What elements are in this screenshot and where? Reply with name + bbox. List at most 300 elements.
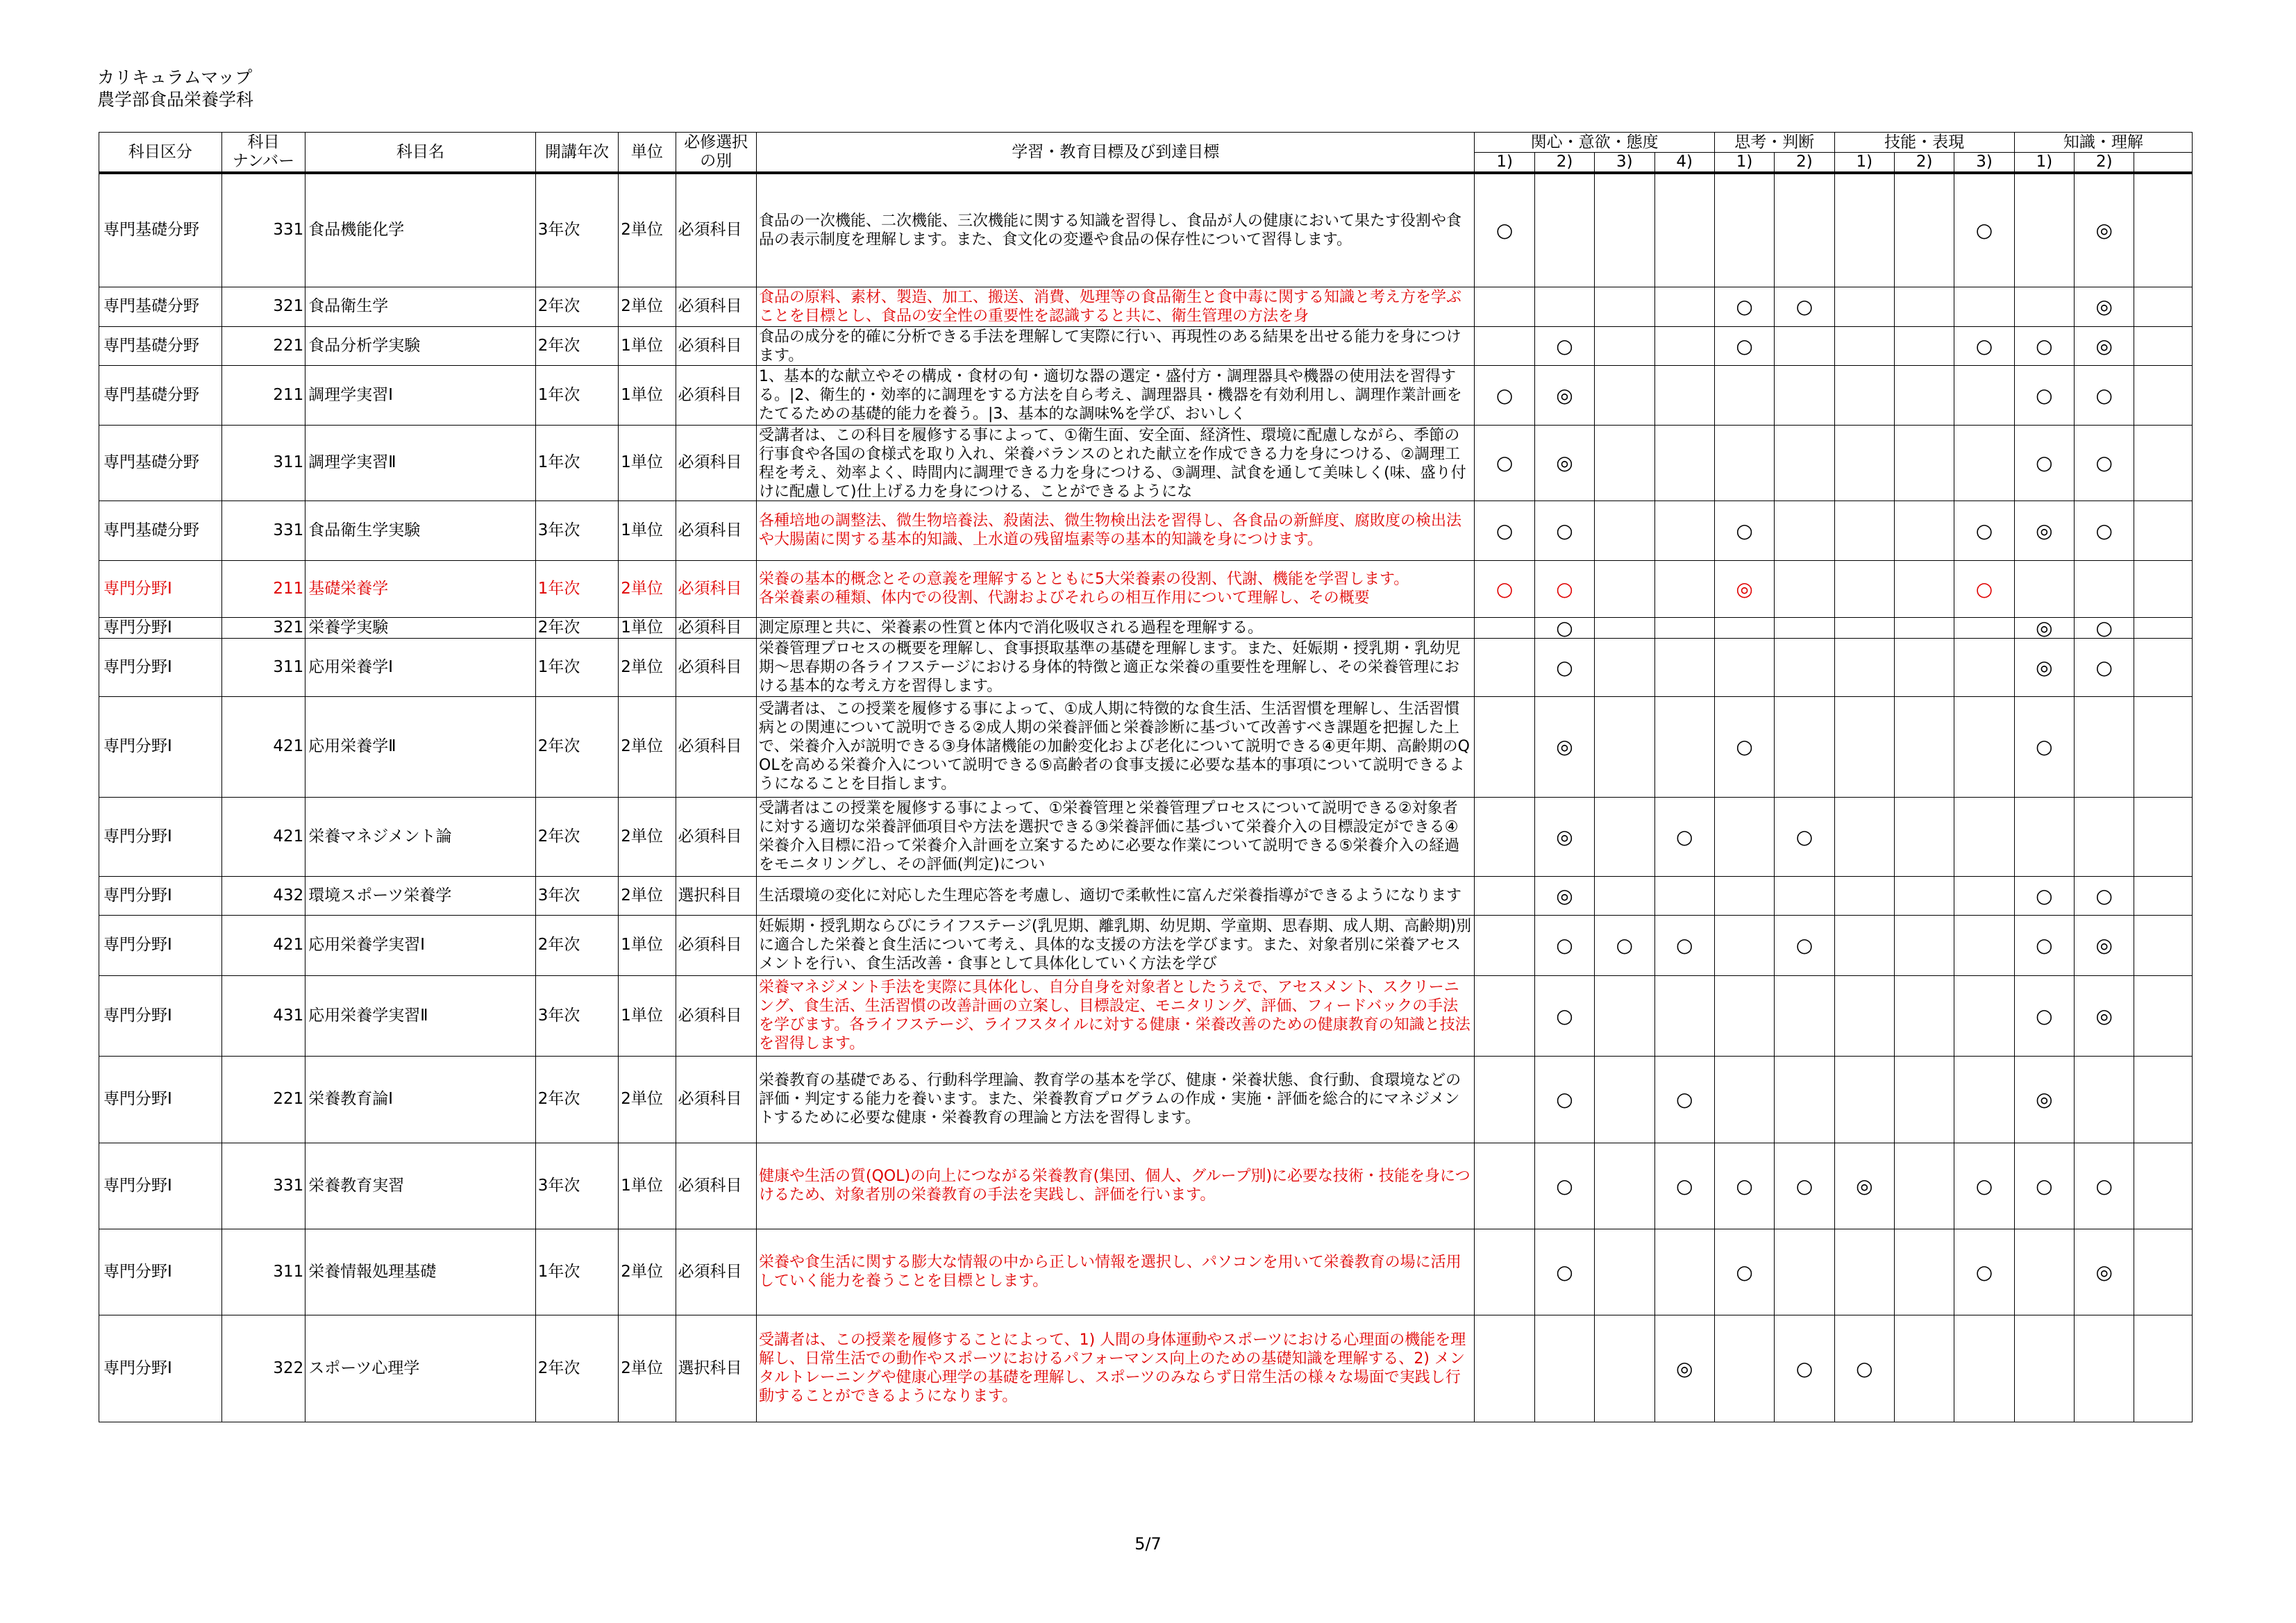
- row-mark: [2134, 797, 2193, 876]
- row-mark: ○: [1475, 501, 1534, 560]
- row-category: 専門分野Ⅰ: [99, 1056, 222, 1143]
- row-mark: ◎: [2075, 326, 2134, 365]
- row-mark: [1954, 696, 2014, 797]
- row-mark: ◎: [1534, 797, 1594, 876]
- row-mark: [1714, 797, 1774, 876]
- row-category: 専門分野Ⅰ: [99, 696, 222, 797]
- header-number-line-1: 科目: [247, 133, 280, 151]
- row-mark: [1894, 173, 1954, 287]
- table-row: [99, 975, 2193, 1056]
- row-number: 221: [221, 1056, 305, 1143]
- row-objective: [757, 696, 1475, 797]
- row-mark: [1654, 560, 1714, 617]
- row-objective-text: 受講者はこの授業を履修する事によって、①栄養管理と栄養管理プロセスについて説明できる②対象者に対する適切な栄養評価項目や方法を選択できる③栄養評価に基づいて栄養介入の目標設定ができる④栄養介入目標に沿って栄養介入計画を立案するために必要な作業について説明できる⑤栄養介入の経過をモニタリングし、その評価(判定)につい: [759, 800, 1460, 873]
- row-mark: [1834, 876, 1894, 915]
- row-mark: [1595, 696, 1654, 797]
- table-row: [99, 425, 2193, 501]
- table-row: [99, 1229, 2193, 1315]
- row-mark: ○: [1775, 797, 1834, 876]
- row-mark: ○: [1654, 797, 1714, 876]
- row-mark: [2075, 696, 2134, 797]
- header-number-line-2: ナンバー: [232, 152, 295, 170]
- table-row: [99, 326, 2193, 365]
- row-subject: 基礎栄養学: [305, 560, 535, 617]
- row-mark: [1954, 1315, 2014, 1422]
- row-mark: [2134, 638, 2193, 696]
- row-mark: ○: [1834, 1315, 1894, 1422]
- row-mark: [2134, 915, 2193, 975]
- row-mark: ◎: [2014, 501, 2074, 560]
- row-mark: [1954, 876, 2014, 915]
- row-year: 1年次: [535, 1229, 619, 1315]
- row-subject: 応用栄養学実習Ⅰ: [305, 915, 535, 975]
- header-sub-thinking-2: 2): [1775, 153, 1834, 174]
- row-mark: [1954, 975, 2014, 1056]
- row-mark: ○: [1775, 287, 1834, 326]
- row-category: 専門分野Ⅰ: [99, 915, 222, 975]
- row-mark: ◎: [2014, 638, 2074, 696]
- row-mark: [1775, 1229, 1834, 1315]
- curriculum-map-table: [99, 132, 2193, 1422]
- row-subject: 栄養情報処理基礎: [305, 1229, 535, 1315]
- row-number: 311: [221, 638, 305, 696]
- row-mark: [1834, 975, 1894, 1056]
- row-category: 専門基礎分野: [99, 425, 222, 501]
- row-mark: [1595, 326, 1654, 365]
- row-category: 専門基礎分野: [99, 365, 222, 425]
- row-objective: [757, 1143, 1475, 1229]
- row-mark: [2014, 797, 2074, 876]
- row-year: 2年次: [535, 287, 619, 326]
- row-mark: [2134, 975, 2193, 1056]
- table-row: [99, 915, 2193, 975]
- page-number: 5/7: [1134, 1534, 1162, 1554]
- row-mark: [1595, 1056, 1654, 1143]
- row-mark: ○: [1475, 425, 1534, 501]
- row-mark: [1894, 1143, 1954, 1229]
- row-mark: [1894, 365, 1954, 425]
- row-objective: [757, 915, 1475, 975]
- row-mark: ◎: [1534, 696, 1594, 797]
- row-mark: ◎: [1534, 425, 1594, 501]
- row-subject: 食品衛生学実験: [305, 501, 535, 560]
- row-mark: [1595, 617, 1654, 638]
- row-mark: [2134, 617, 2193, 638]
- row-required: 必須科目: [676, 696, 756, 797]
- row-mark: [1475, 797, 1534, 876]
- header-group-thinking: 思考・判断: [1714, 133, 1834, 153]
- row-mark: [1534, 173, 1594, 287]
- row-mark: [2014, 287, 2074, 326]
- row-mark: [2075, 1056, 2134, 1143]
- table-row: [99, 501, 2193, 560]
- row-mark: ○: [1775, 1143, 1834, 1229]
- row-objective: [757, 173, 1475, 287]
- header-required-line-1: 必修選択: [684, 133, 748, 151]
- title-line-1: カリキュラムマップ: [97, 67, 253, 87]
- row-mark: ○: [1954, 326, 2014, 365]
- row-mark: ○: [2014, 326, 2074, 365]
- row-mark: [1775, 326, 1834, 365]
- header-sub-skills-1: 1): [1834, 153, 1894, 174]
- row-mark: ○: [1534, 1056, 1594, 1143]
- row-objective: [757, 1315, 1475, 1422]
- table-row: [99, 876, 2193, 915]
- row-objective: [757, 560, 1475, 617]
- header-units: 単位: [619, 133, 676, 174]
- row-mark: [1834, 696, 1894, 797]
- row-mark: [1475, 876, 1534, 915]
- row-number: 311: [221, 1229, 305, 1315]
- row-mark: ○: [1534, 975, 1594, 1056]
- row-mark: [1595, 1315, 1654, 1422]
- row-mark: [1954, 915, 2014, 975]
- row-mark: [1894, 876, 1954, 915]
- row-mark: [1894, 975, 1954, 1056]
- row-required: 必須科目: [676, 617, 756, 638]
- row-mark: ○: [1534, 560, 1594, 617]
- row-year: 3年次: [535, 501, 619, 560]
- header-required: [676, 133, 756, 174]
- row-subject: 食品機能化学: [305, 173, 535, 287]
- row-objective-text: 受講者は、この授業を履修することによって、1) 人間の身体運動やスポーツにおける心理面の機能を理解し、日常生活での動作やスポーツにおけるパフォーマンス向上のための基礎知識を理解する、2) メンタルトレーニングや健康心理学の基礎を理解し、スポーツのみならず日常生活の様々な場面で実践し行動することができるようになります。: [759, 1331, 1466, 1405]
- row-mark: [1475, 1229, 1534, 1315]
- row-mark: [1894, 1056, 1954, 1143]
- row-subject: 栄養教育実習: [305, 1143, 535, 1229]
- row-subject: 環境スポーツ栄養学: [305, 876, 535, 915]
- row-mark: [1775, 501, 1834, 560]
- row-mark: [1714, 365, 1774, 425]
- row-mark: [1714, 173, 1774, 287]
- row-units: 2単位: [619, 1315, 676, 1422]
- row-number: 211: [221, 365, 305, 425]
- table-row: [99, 696, 2193, 797]
- row-mark: [1714, 915, 1774, 975]
- row-objective: [757, 975, 1475, 1056]
- row-units: 2単位: [619, 696, 676, 797]
- table-row: [99, 1315, 2193, 1422]
- row-units: 1単位: [619, 617, 676, 638]
- row-mark: [1954, 617, 2014, 638]
- row-mark: [1954, 638, 2014, 696]
- row-mark: ○: [2075, 501, 2134, 560]
- row-required: 必須科目: [676, 797, 756, 876]
- row-mark: [1714, 1056, 1774, 1143]
- row-mark: [1834, 617, 1894, 638]
- row-subject: 調理学実習Ⅱ: [305, 425, 535, 501]
- row-mark: ○: [1954, 173, 2014, 287]
- title-line-2: 農学部食品栄養学科: [97, 90, 254, 110]
- row-mark: [1595, 425, 1654, 501]
- row-year: 1年次: [535, 638, 619, 696]
- header-sub-skills-2: 2): [1894, 153, 1954, 174]
- row-year: 1年次: [535, 425, 619, 501]
- row-category: 専門分野Ⅰ: [99, 797, 222, 876]
- row-mark: ◎: [1534, 876, 1594, 915]
- row-objective: [757, 501, 1475, 560]
- row-mark: [1654, 425, 1714, 501]
- row-mark: [1714, 638, 1774, 696]
- row-mark: [2134, 287, 2193, 326]
- row-units: 2単位: [619, 638, 676, 696]
- row-number: 321: [221, 617, 305, 638]
- row-mark: ○: [1534, 638, 1594, 696]
- table-row: [99, 1056, 2193, 1143]
- row-mark: ◎: [2075, 287, 2134, 326]
- row-number: 221: [221, 326, 305, 365]
- row-mark: [1775, 696, 1834, 797]
- row-mark: [1714, 1315, 1774, 1422]
- table-row: [99, 638, 2193, 696]
- row-mark: [1475, 696, 1534, 797]
- row-mark: [1894, 638, 1954, 696]
- row-mark: [1595, 638, 1654, 696]
- table-row: [99, 1143, 2193, 1229]
- row-units: 2単位: [619, 560, 676, 617]
- row-mark: ○: [2014, 696, 2074, 797]
- row-number: 321: [221, 287, 305, 326]
- row-objective: [757, 1056, 1475, 1143]
- row-mark: [2075, 1315, 2134, 1422]
- row-year: 1年次: [535, 365, 619, 425]
- row-mark: [1654, 696, 1714, 797]
- row-mark: [1534, 287, 1594, 326]
- row-mark: ○: [1714, 1229, 1774, 1315]
- row-required: 必須科目: [676, 1229, 756, 1315]
- row-mark: ◎: [2075, 173, 2134, 287]
- row-year: 1年次: [535, 560, 619, 617]
- table-row: [99, 365, 2193, 425]
- row-mark: [1894, 560, 1954, 617]
- row-mark: [2134, 876, 2193, 915]
- row-subject: 応用栄養学Ⅱ: [305, 696, 535, 797]
- table-row: [99, 287, 2193, 326]
- row-category: 専門分野Ⅰ: [99, 560, 222, 617]
- row-mark: [1714, 975, 1774, 1056]
- table-row: [99, 617, 2193, 638]
- row-mark: [2134, 173, 2193, 287]
- header-number: [221, 133, 305, 174]
- row-year: 2年次: [535, 797, 619, 876]
- table-row: [99, 173, 2193, 287]
- row-mark: ○: [2014, 365, 2074, 425]
- row-mark: [1654, 326, 1714, 365]
- row-mark: ○: [2014, 1143, 2074, 1229]
- row-mark: ○: [1654, 1056, 1714, 1143]
- header-subject: 科目名: [305, 133, 535, 174]
- row-mark: [1595, 975, 1654, 1056]
- row-number: 431: [221, 975, 305, 1056]
- row-mark: [1714, 876, 1774, 915]
- row-mark: ○: [2014, 876, 2074, 915]
- row-mark: ○: [1534, 1229, 1594, 1315]
- row-mark: [1595, 1143, 1654, 1229]
- document-title: [97, 67, 253, 111]
- row-required: 必須科目: [676, 1143, 756, 1229]
- header-required-line-2: の別: [700, 152, 732, 170]
- row-mark: [1775, 617, 1834, 638]
- row-category: 専門分野Ⅰ: [99, 1229, 222, 1315]
- row-mark: ○: [1534, 617, 1594, 638]
- row-mark: [1834, 425, 1894, 501]
- row-required: 選択科目: [676, 876, 756, 915]
- row-required: 必須科目: [676, 1056, 756, 1143]
- row-mark: ○: [2014, 975, 2074, 1056]
- row-mark: [1475, 1056, 1534, 1143]
- row-mark: [1954, 287, 2014, 326]
- row-mark: ◎: [2014, 1056, 2074, 1143]
- row-mark: ○: [1714, 1143, 1774, 1229]
- row-category: 専門分野Ⅰ: [99, 617, 222, 638]
- row-number: 421: [221, 797, 305, 876]
- row-mark: ◎: [1714, 560, 1774, 617]
- row-objective: [757, 797, 1475, 876]
- row-mark: [1595, 560, 1654, 617]
- row-number: 211: [221, 560, 305, 617]
- table-row: [99, 797, 2193, 876]
- row-year: 3年次: [535, 173, 619, 287]
- row-year: 2年次: [535, 326, 619, 365]
- row-mark: ○: [2075, 617, 2134, 638]
- row-mark: ◎: [2075, 915, 2134, 975]
- row-category: 専門分野Ⅰ: [99, 876, 222, 915]
- row-mark: [2134, 501, 2193, 560]
- row-objective-text: 食品の成分を的確に分析できる手法を理解して実際に行い、再現性のある結果を出せる能力を身につけます。: [759, 328, 1461, 364]
- row-mark: [2134, 425, 2193, 501]
- row-mark: [2014, 1315, 2074, 1422]
- row-year: 2年次: [535, 1056, 619, 1143]
- header-sub-interest-1: 1): [1475, 153, 1534, 174]
- row-mark: [1894, 326, 1954, 365]
- row-required: 必須科目: [676, 501, 756, 560]
- row-objective-text: 栄養管理プロセスの概要を理解し、食事摂取基準の基礎を理解します。また、妊娠期・授乳期・乳幼児期～思春期の各ライフステージにおける身体的特徴と適正な栄養の重要性を理解し、その栄養管理における基本的な考え方を習得します。: [759, 640, 1461, 695]
- row-units: 1単位: [619, 501, 676, 560]
- row-mark: ○: [2014, 425, 2074, 501]
- row-mark: [1834, 501, 1894, 560]
- row-required: 必須科目: [676, 365, 756, 425]
- row-required: 必須科目: [676, 638, 756, 696]
- row-mark: ○: [1475, 365, 1534, 425]
- row-mark: [1954, 425, 2014, 501]
- row-mark: [1654, 173, 1714, 287]
- row-mark: [1894, 1229, 1954, 1315]
- row-mark: [1475, 287, 1534, 326]
- row-mark: ○: [1475, 173, 1534, 287]
- row-objective: [757, 425, 1475, 501]
- row-subject: 栄養教育論Ⅰ: [305, 1056, 535, 1143]
- row-units: 1単位: [619, 326, 676, 365]
- row-mark: [1894, 617, 1954, 638]
- row-mark: ◎: [1834, 1143, 1894, 1229]
- row-number: 331: [221, 173, 305, 287]
- row-category: 専門分野Ⅰ: [99, 1315, 222, 1422]
- row-mark: [1595, 797, 1654, 876]
- row-mark: ○: [1714, 326, 1774, 365]
- row-subject: 調理学実習Ⅰ: [305, 365, 535, 425]
- row-mark: [1475, 915, 1534, 975]
- row-units: 2単位: [619, 173, 676, 287]
- row-mark: [1475, 617, 1534, 638]
- row-objective-text: 食品の原料、素材、製造、加工、搬送、消費、処理等の食品衛生と食中毒に関する知識と考え方を学ぶことを目標とし、食品の安全性の重要性を認識すると共に、衛生管理の方法を身: [759, 289, 1462, 325]
- row-mark: ◎: [2075, 975, 2134, 1056]
- row-mark: ○: [1775, 1315, 1834, 1422]
- row-mark: [1894, 425, 1954, 501]
- row-mark: [1475, 975, 1534, 1056]
- row-mark: [1595, 1229, 1654, 1315]
- header-sub-interest-4: 4): [1654, 153, 1714, 174]
- row-required: 必須科目: [676, 560, 756, 617]
- row-mark: ○: [1954, 501, 2014, 560]
- row-mark: [1775, 975, 1834, 1056]
- row-mark: [1775, 425, 1834, 501]
- row-number: 432: [221, 876, 305, 915]
- row-mark: [1834, 1056, 1894, 1143]
- row-year: 2年次: [535, 617, 619, 638]
- row-mark: [1534, 1315, 1594, 1422]
- row-mark: [1595, 876, 1654, 915]
- row-units: 2単位: [619, 797, 676, 876]
- row-objective-text: 生活環境の変化に対応した生理応答を考慮し、適切で柔軟性に富んだ栄養指導ができるようになります: [759, 886, 1462, 905]
- row-mark: [1475, 1315, 1534, 1422]
- row-objective-text: 栄養の基本的概念とその意義を理解するとともに5大栄養素の役割、代謝、機能を学習します。: [759, 571, 1409, 588]
- header-sub-thinking-1: 1): [1714, 153, 1774, 174]
- row-subject: 食品分析学実験: [305, 326, 535, 365]
- row-mark: [1714, 617, 1774, 638]
- row-mark: [2134, 1229, 2193, 1315]
- row-mark: [1834, 1229, 1894, 1315]
- row-number: 421: [221, 696, 305, 797]
- row-mark: ○: [1534, 1143, 1594, 1229]
- row-subject: 食品衛生学: [305, 287, 535, 326]
- row-mark: [1595, 365, 1654, 425]
- row-mark: [1654, 638, 1714, 696]
- row-mark: ○: [2075, 876, 2134, 915]
- header-group-knowledge: 知識・理解: [2014, 133, 2192, 153]
- row-number: 311: [221, 425, 305, 501]
- row-units: 2単位: [619, 1229, 676, 1315]
- row-mark: [1834, 560, 1894, 617]
- row-mark: [1775, 173, 1834, 287]
- row-mark: [2014, 1229, 2074, 1315]
- row-mark: ○: [1714, 501, 1774, 560]
- row-mark: [1775, 1056, 1834, 1143]
- row-mark: [1595, 173, 1654, 287]
- row-mark: ○: [1475, 560, 1534, 617]
- row-category: 専門基礎分野: [99, 501, 222, 560]
- row-mark: [2075, 797, 2134, 876]
- row-year: 3年次: [535, 1143, 619, 1229]
- header-sub-knowledge-1: 1): [2014, 153, 2074, 174]
- row-mark: [2134, 326, 2193, 365]
- row-required: 必須科目: [676, 975, 756, 1056]
- row-units: 1単位: [619, 425, 676, 501]
- table-row: [99, 560, 2193, 617]
- row-required: 必須科目: [676, 915, 756, 975]
- row-category: 専門基礎分野: [99, 287, 222, 326]
- row-year: 3年次: [535, 975, 619, 1056]
- row-mark: [1834, 638, 1894, 696]
- row-subject: 栄養マネジメント論: [305, 797, 535, 876]
- row-year: 2年次: [535, 915, 619, 975]
- row-category: 専門分野Ⅰ: [99, 975, 222, 1056]
- header-group-interest: 関心・意欲・態度: [1475, 133, 1714, 153]
- row-required: 必須科目: [676, 173, 756, 287]
- row-mark: [1654, 975, 1714, 1056]
- row-required: 必須科目: [676, 425, 756, 501]
- row-objective-text: 栄養マネジメント手法を実際に具体化し、自分自身を対象者としたうえで、アセスメント、スクリーニング、食生活、生活習慣の改善計画の立案し、目標設定、モニタリング、評価、フィードバックの手法を学びます。各ライフステージ、ライフスタイルに対する健康・栄養改善のための健康教育の知識と技法を習得します。: [759, 979, 1470, 1052]
- row-mark: ◎: [2014, 617, 2074, 638]
- row-subject: 応用栄養学実習Ⅱ: [305, 975, 535, 1056]
